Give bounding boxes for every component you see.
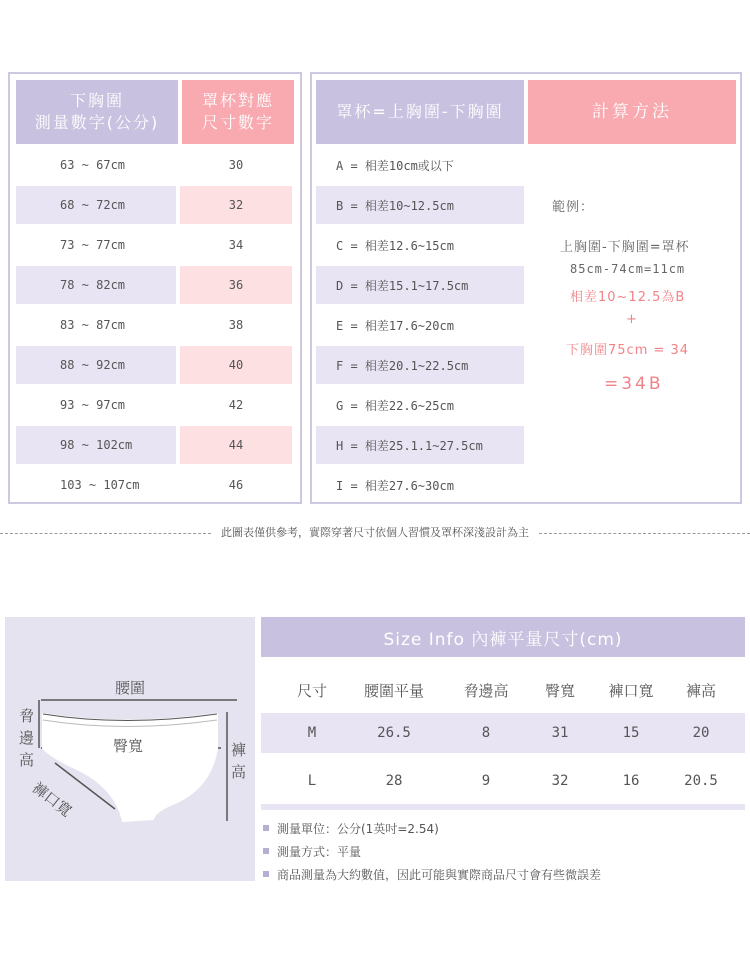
leg-opening-label: 褲口寬 [28,778,76,821]
underbust-row [16,426,176,464]
square-bullet-icon [263,848,269,854]
cup-rule-row [316,386,524,424]
example-underbust: 下胸圍75cm = 34 [566,343,690,358]
size-cell: 8 [481,725,491,741]
cup-rule-text: F = 相差20.1~22.5cm [336,358,469,373]
cup-rule-text: B = 相差10~12.5cm [336,198,454,213]
example-diff: 相差10~12.5為B [570,290,686,305]
size-cell: 9 [481,773,491,789]
size-note-text: 商品測量為大約數值，因此可能與實際商品尺寸會有些微誤差 [277,867,602,882]
cup-formula-header: 罩杯=上胸圍-下胸圍 [316,80,524,144]
cup-rule-row [316,226,524,264]
disclaimer-text: 此圖表僅供參考，實際穿著尺寸依個人習慣及罩杯深淺設計為主 [221,526,529,539]
size-cell: 28 [385,773,403,789]
cup-number-header-line1: 罩杯對應 [201,91,274,110]
example-label: 範例： [552,200,595,215]
cup-number-cell: 44 [180,426,292,464]
example-result: =34B [604,374,664,394]
example-plus: + [626,312,638,327]
cup-number-cell: 46 [228,478,244,492]
size-cell: 20 [692,725,710,741]
underbust-row [16,146,176,184]
size-column-header: 腰圍平量 [363,681,424,700]
underbust-row [16,386,176,424]
underbust-range: 73 ~ 77cm [60,238,126,252]
size-row [261,713,745,753]
underbust-header-line1: 下胸圍 [69,91,124,110]
cup-number-cell: 38 [228,318,244,332]
size-cell: M [307,725,317,741]
disclaimer [0,522,750,542]
cup-rule-text: G = 相差22.6~25cm [336,398,454,413]
cup-rule-row [316,266,524,304]
cup-number-cell: 34 [228,238,244,252]
underbust-range: 93 ~ 97cm [60,398,126,412]
cup-number-cell: 40 [180,346,292,384]
cup-rule-text: I = 相差27.6~30cm [336,478,454,493]
underbust-range: 98 ~ 102cm [60,438,133,452]
cup-rule-text: A = 相差10cm或以下 [336,158,454,173]
size-note [261,818,439,838]
size-note-text: 測量方式：平量 [277,844,362,859]
cup-rule-row [316,426,524,464]
size-cell: 20.5 [684,773,718,789]
underbust-header-line2: 測量數字(公分) [34,113,160,132]
size-cell: 26.5 [377,725,411,741]
size-info-title: Size Info 內褲平量尺寸(cm) [261,617,745,657]
underbust-header [16,80,178,144]
dashed-divider-left [0,533,211,534]
cup-number-header-line2: 尺寸數字 [201,113,274,132]
brief-diagram [5,617,255,881]
cup-number-cell: 36 [180,266,292,304]
size-cell: L [307,773,317,789]
cup-number-cell: 32 [180,186,292,224]
cup-rule-row [316,346,524,384]
size-column-header: 褲口寬 [608,681,654,700]
size-note [261,864,601,884]
underbust-range: 78 ~ 82cm [60,278,126,292]
size-cell: 15 [622,725,640,741]
size-row [261,761,745,801]
underbust-range: 68 ~ 72cm [60,198,126,212]
underbust-row [16,466,176,504]
square-bullet-icon [263,825,269,831]
underbust-row [16,226,176,264]
example-formula: 上胸圍-下胸圍=罩杯 [560,240,690,255]
size-cell: 31 [551,725,569,741]
size-column-header: 臀寬 [544,681,575,700]
cup-rule-text: C = 相差12.6~15cm [336,238,454,253]
underbust-row [16,186,176,224]
cup-number-header [182,80,294,144]
size-column-header: 脅邊高 [463,681,509,700]
size-cell: 32 [551,773,569,789]
underbust-row [16,306,176,344]
underbust-row [16,346,176,384]
size-table-bottom-strip [261,804,745,810]
square-bullet-icon [263,871,269,877]
size-column-header: 尺寸 [296,681,327,700]
size-cell: 16 [622,773,640,789]
underbust-row [16,266,176,304]
underbust-range: 103 ~ 107cm [60,478,140,492]
underbust-range: 88 ~ 92cm [60,358,126,372]
dashed-divider-right [539,533,750,534]
cup-number-cell: 42 [228,398,244,412]
cup-rule-row [316,146,524,184]
cup-rule-row [316,466,524,504]
size-column-header: 褲高 [685,681,716,700]
cup-number-cell: 30 [228,158,244,172]
side-height-label: 脅邊高 [19,707,35,769]
size-note [261,841,361,861]
waist-label: 腰圍 [115,679,146,697]
underbust-range: 63 ~ 67cm [60,158,126,172]
height-label: 褲高 [231,741,247,781]
hip-label: 臀寬 [113,737,144,755]
example-calc: 85cm-74cm=11cm [570,262,686,276]
cup-rule-text: E = 相差17.6~20cm [336,318,454,333]
method-header: 計算方法 [528,80,736,144]
cup-rule-text: D = 相差15.1~17.5cm [336,278,469,293]
cup-rule-row [316,306,524,344]
cup-rule-row [316,186,524,224]
size-note-text: 測量單位：公分(1英吋=2.54) [277,821,439,836]
underbust-range: 83 ~ 87cm [60,318,126,332]
cup-rule-text: H = 相差25.1.1~27.5cm [336,438,483,453]
